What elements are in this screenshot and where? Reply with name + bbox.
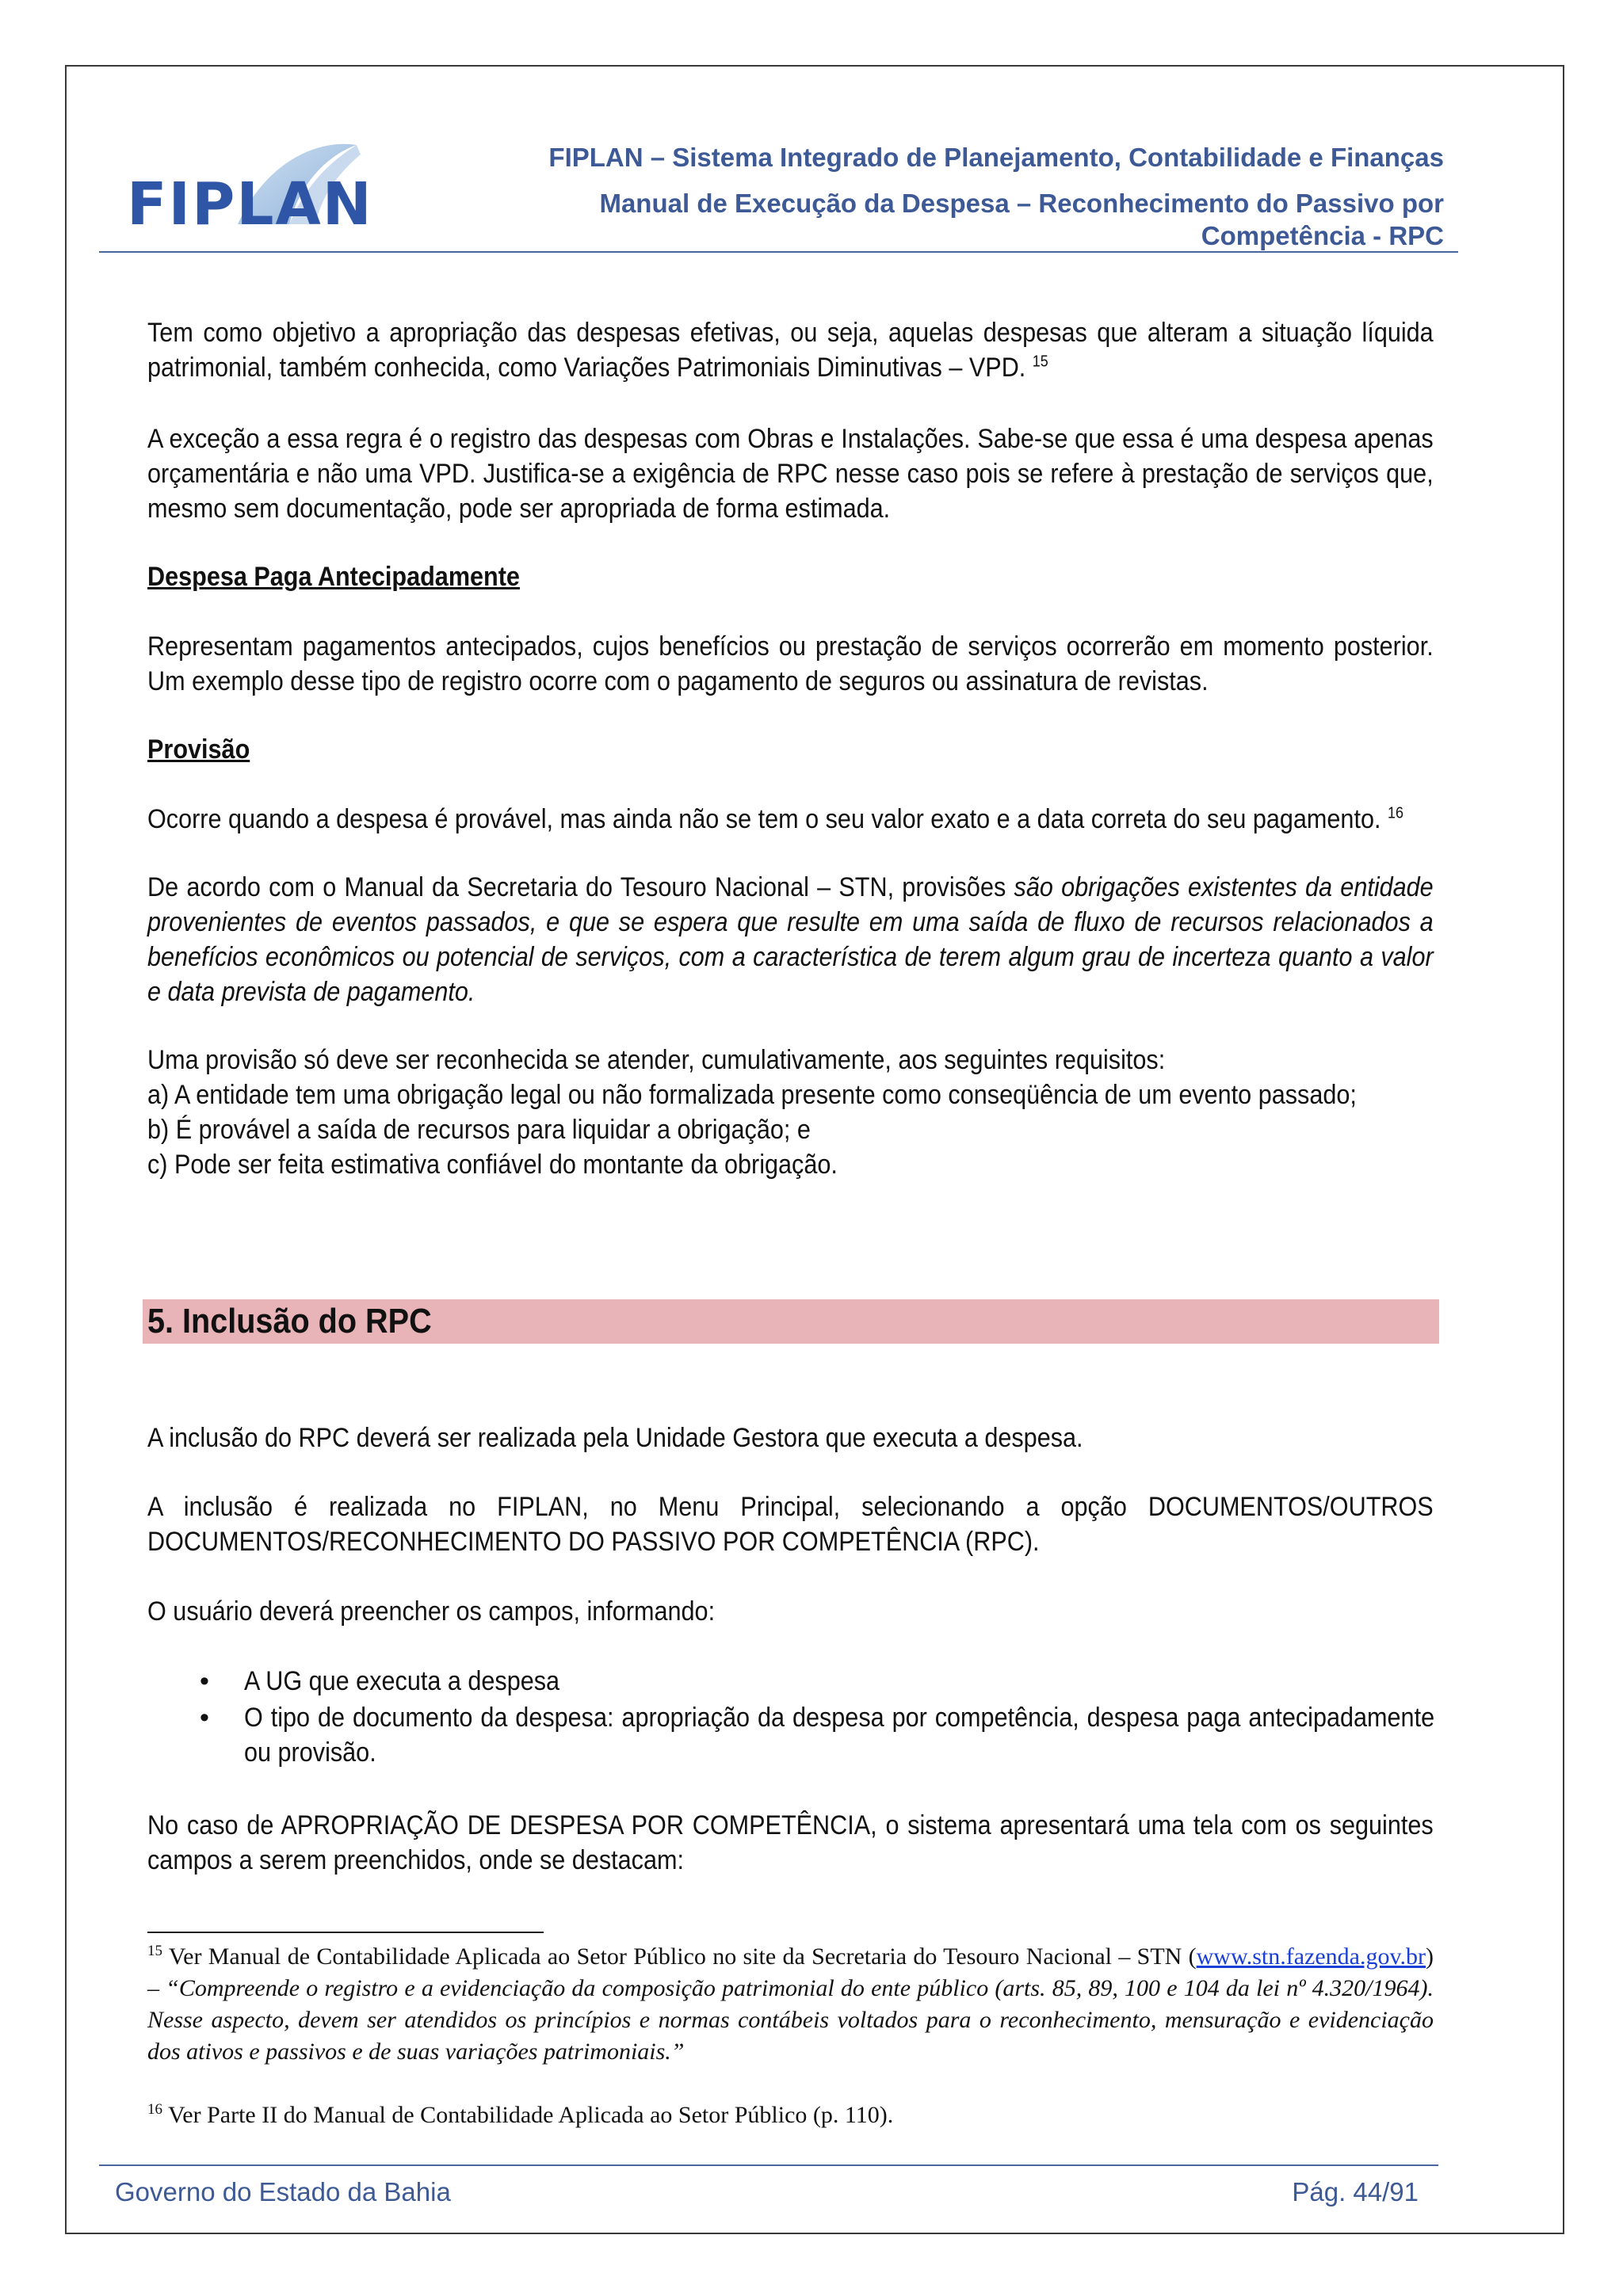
requisito-b: b) É provável a saída de recursos para liquidar a obrigação; e	[147, 1115, 811, 1145]
paragraph-antecipada: Representam pagamentos antecipados, cujos benefícios ou prestação de serviços ocorrerão em momento posterior. Um exemplo desse tipo de registro ocorre com o pagamento de seguros ou assinatura de revistas.	[147, 631, 1434, 696]
requisito-a: a) A entidade tem uma obrigação legal ou não formalizada presente como conseqüência de um evento passado;	[147, 1080, 1357, 1110]
header-rule	[99, 251, 1458, 253]
footnote-16: $^{16}$ Ver Parte II do Manual de Contabilidade Aplicada ao Setor Público (p. 110).	[147, 2101, 894, 2128]
svg-text:FIPLAN: FIPLAN	[127, 170, 373, 238]
header-subtitle: Manual de Execução da Despesa – Reconhecimento do Passivo por Competência - RPC	[599, 189, 1444, 250]
paragraph-provisao: Ocorre quando a despesa é provável, mas ainda não se tem o seu valor exato e a data correta do seu pagamento. $^{16}$	[147, 804, 1404, 834]
footnote-ref-15[interactable]: 15	[1032, 353, 1048, 371]
bullet-icon: •	[200, 1666, 209, 1696]
bullet-item: O tipo de documento da despesa: apropriação da despesa por competência, despesa paga antecipadamente ou provisão.	[244, 1703, 1435, 1768]
paragraph-usuario: O usuário deverá preencher os campos, informando:	[147, 1596, 716, 1627]
footnote-ref-16[interactable]: 16	[1387, 804, 1404, 822]
paragraph-obras: A exceção a essa regra é o registro das despesas com Obras e Instalações. Sabe-se que essa é uma despesa apenas orçamentária e não uma VPD. Justifica-se a exigência de RPC nesse caso pois se refere à prestação de serviços que, mesmo sem documentação, pode ser apropriada de forma estimada.	[147, 424, 1434, 524]
heading-despesa-antecipada: Despesa Paga Antecipadamente	[147, 562, 520, 592]
section-title: 5. Inclusão do RPC	[147, 1302, 432, 1341]
heading-provisao: Provisão	[147, 734, 250, 765]
bullet-item: A UG que executa a despesa	[244, 1666, 560, 1696]
paragraph-inclusao: A inclusão do RPC deverá ser realizada pela Unidade Gestora que executa a despesa.	[147, 1423, 1083, 1453]
footnote-rule	[147, 1932, 544, 1933]
footer-rule	[99, 2164, 1438, 2166]
footnote-15: $^{15}$ Ver Manual de Contabilidade Aplicada ao Setor Público no site da Secretaria do Tesouro Nacional – STN (www.stn.fazenda.gov.br) – “Compreende o registro e a evidenciação da composição patrimonial do ente público (arts. 85, 89, 100 e 104 da lei nº 4.320/1964). Nesse aspecto, devem ser atendidos os princípios e normas contábeis voltados para o reconhecimento, mensuração e evidenciação dos ativos e passivos e de suas variações patrimoniais.”	[147, 1943, 1434, 2065]
requisitos-list: Uma provisão só deve ser reconhecida se atender, cumulativamente, aos seguintes requisitos: a) A entidade tem uma obrigação legal ou não formalizada presente como conseqüência de um evento passado; b) É provável a saída de recursos para liquidar a obrigação; e c) Pode ser feita estimativa confiável do montante da obrigação.	[147, 1043, 1434, 1182]
paragraph-menu-path: A inclusão é realizada no FIPLAN, no Menu Principal, selecionando a opção DOCUMENTOS/OUTROS DOCUMENTOS/RECONHECIMENTO DO PASSIVO POR COMPETÊNCIA (RPC).	[147, 1492, 1434, 1557]
stn-link[interactable]: www.stn.fazenda.gov.br	[1196, 1943, 1426, 1970]
page-number: Pág. 44/91	[1292, 2177, 1419, 2206]
bullet-icon: •	[200, 1703, 209, 1733]
header-title: FIPLAN – Sistema Integrado de Planejamento, Contabilidade e Finanças	[548, 143, 1444, 172]
requisito-c: c) Pode ser feita estimativa confiável do montante da obrigação.	[147, 1150, 838, 1180]
footer-organization: Governo do Estado da Bahia	[115, 2177, 451, 2206]
fiplan-logo	[119, 131, 380, 250]
paragraph-apropriacao: No caso de APROPRIAÇÃO DE DESPESA POR COMPETÊNCIA, o sistema apresentará uma tela com os seguintes campos a serem preenchidos, onde se destacam:	[147, 1810, 1434, 1875]
paragraph-vpd: Tem como objetivo a apropriação das despesas efetivas, ou seja, aquelas despesas que alteram a situação líquida patrimonial, também conhecida, como Variações Patrimoniais Diminutivas – VPD. $^{15}$	[147, 318, 1434, 383]
paragraph-stn-provisoes: De acordo com o Manual da Secretaria do Tesouro Nacional – STN, provisões são obrigações existentes da entidade provenientes de eventos passados, e que se espera que resulte em uma saída de fluxo de recursos relacionados a benefícios econômicos ou potencial de serviços, com a característica de terem algum grau de incerteza quanto a valor e data prevista de pagamento.	[147, 872, 1434, 1007]
